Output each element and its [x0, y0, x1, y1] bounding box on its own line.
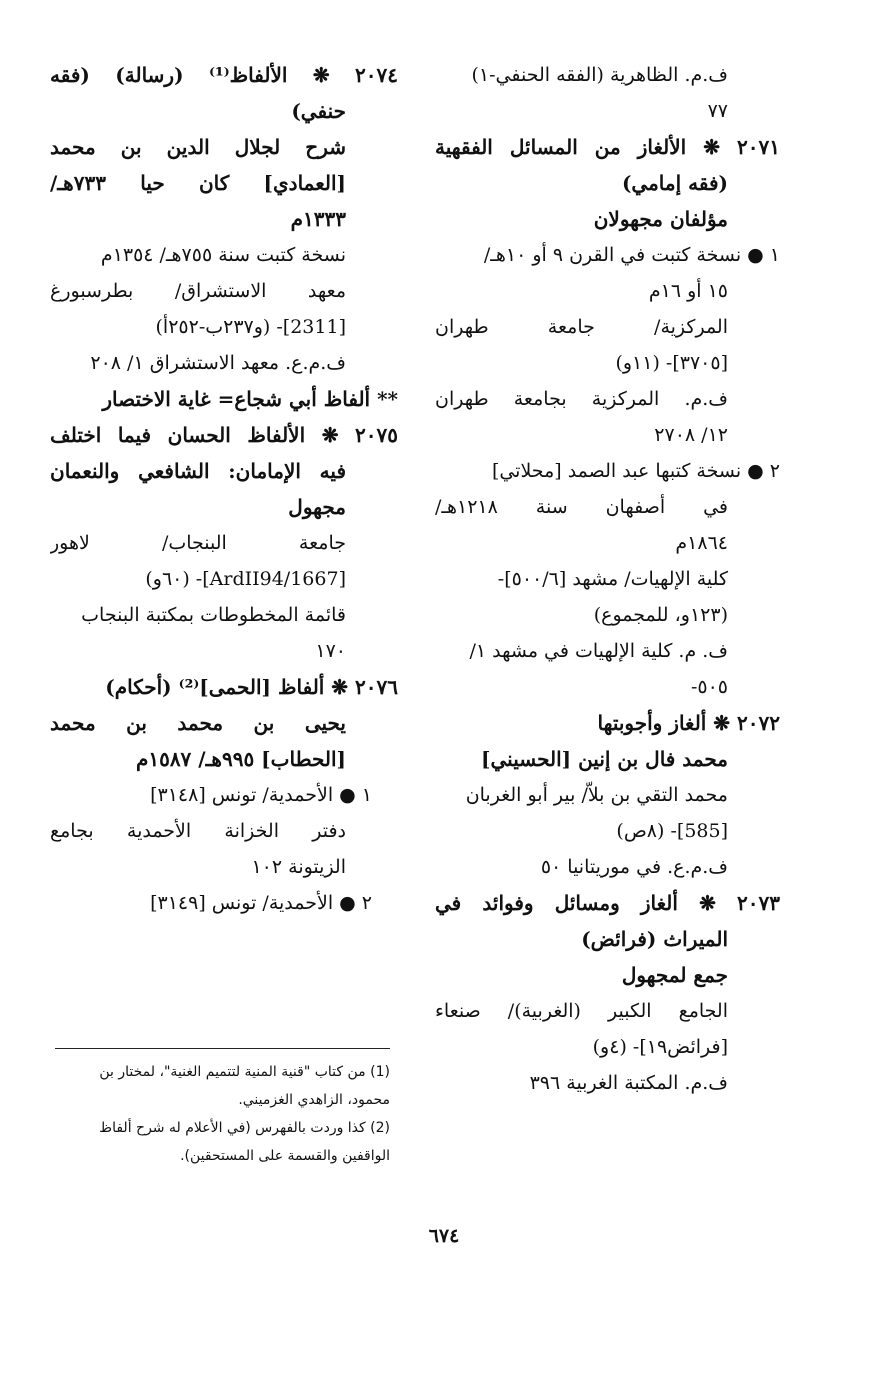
entry-line: كلية الإلهيات/ مشهد [٥٠٠/٦]- — [497, 568, 728, 590]
footnote-line: (1) من كتاب "قنية المنية لتتميم الغنية"، لمختار بن — [99, 1064, 390, 1080]
footnote-line: محمود، الزاهدي الغزميني. — [238, 1092, 390, 1108]
entry-line: [2311]- (و٢٣٧ب-٢٥٢أ) — [155, 316, 346, 338]
entry-line: الزيتونة ١٠٢ — [251, 856, 346, 878]
entry-line: المركزية/ جامعة طهران — [435, 316, 728, 338]
entry-line: ٢ ● الأحمدية/ تونس [٣١٤٩] — [150, 892, 372, 914]
entry-line: ٧٧ — [707, 100, 728, 122]
page-number: ٦٧٤ — [428, 1225, 460, 1247]
entry-line: يحيى بن محمد بن محمد — [50, 711, 346, 735]
entry-line: ١٨٦٤م — [675, 532, 728, 554]
entry-line: قائمة المخطوطات بمكتبة البنجاب — [81, 604, 346, 626]
entry-line: جامعة البنجاب/ لاهور — [50, 532, 346, 554]
entry-line: ف.م.ع. معهد الاستشراق ١/ ٢٠٨ — [90, 352, 346, 374]
entry-line: ٢ ● نسخة كتبها عبد الصمد [محلاتي] — [491, 460, 780, 482]
entry-line: دفتر الخزانة الأحمدية بجامع — [50, 820, 346, 842]
entry-line: ١٣٣٣م — [290, 207, 346, 231]
entry-line: ٢٠٧٢ ❋ ألغاز وأجوبتها — [597, 711, 780, 735]
entry-line: [ArdII94/1667]- (٦٠و) — [145, 568, 346, 590]
entry-line: (فقه إمامي) — [621, 171, 728, 195]
entry-line: (١٢٣و، للمجموع) — [593, 604, 728, 626]
entry-line: محمد فال بن إنين [الحسيني] — [481, 747, 728, 771]
entry-line: ف.م.ع. في موريتانيا ٥٠ — [540, 856, 728, 878]
entry-line: ف.م. الظاهرية (الفقه الحنفي-١) — [471, 64, 728, 86]
entry-line: ف.م. المكتبة الغربية ٣٩٦ — [529, 1072, 728, 1094]
entry-line: [٣٧٠٥]- (١١و) — [615, 352, 728, 374]
entry-line: ٢٠٧١ ❋ الألغاز من المسائل الفقهية — [435, 135, 780, 159]
entry-line: شرح لجلال الدين بن محمد — [50, 135, 346, 159]
entry-line: نسخة كتبت سنة ٧٥٥هـ/ ١٣٥٤م — [100, 244, 346, 266]
entry-line: [فرائض١٩]- (٤و) — [592, 1036, 728, 1058]
entry-line: ** ألفاظ أبي شجاع= غاية الاختصار — [102, 387, 398, 411]
entry-line: ٢٠٧٦ ❋ ألفاظ [الحمى]⁽²⁾ (أحكام) — [105, 675, 398, 699]
entry-line: الميراث (فرائض) — [581, 927, 728, 951]
entry-line: [الحطاب] ٩٩٥هـ/ ١٥٨٧م — [135, 747, 346, 771]
entry-line: جمع لمجهول — [621, 963, 728, 987]
entry-line: فيه الإمامان: الشافعي والنعمان — [50, 459, 346, 483]
right-column — [435, 58, 780, 1102]
entry-line: مؤلفان مجهولان — [593, 207, 728, 231]
entry-line: الجامع الكبير (الغربية)/ صنعاء — [435, 1000, 728, 1022]
entry-line: ٢٠٧٣ ❋ ألغاز ومسائل وفوائد في — [435, 891, 780, 915]
entry-line: [العمادي] كان حيا ٧٣٣هـ/ — [50, 171, 346, 195]
entry-line: ١ ● الأحمدية/ تونس [٣١٤٨] — [150, 784, 372, 806]
entry-line: [585]- (٨ص) — [616, 820, 728, 842]
entry-line: ١ ● نسخة كتبت في القرن ٩ أو ١٠هـ/ — [483, 244, 780, 266]
entry-line: ١٥ أو ١٦م — [648, 280, 728, 302]
entry-line: ف. م. كلية الإلهيات في مشهد ١/ — [469, 640, 728, 662]
entry-line: ف.م. المركزية بجامعة طهران — [435, 388, 728, 410]
entry-line: في أصفهان سنة ١٢١٨هـ/ — [435, 496, 728, 518]
entry-line: محمد التقي بن بلاّ/ بير أبو الغربان — [465, 784, 728, 806]
footnote-divider — [55, 1048, 390, 1049]
entry-line: ٢٠٧٤ ❋ الألفاظ⁽¹⁾ (رسالة) (فقه — [50, 63, 398, 87]
entry-line: مجهول — [288, 495, 346, 519]
entry-line: حنفي) — [291, 99, 346, 123]
entry-line: ١٧٠ — [315, 640, 346, 662]
footnote-line: الواقفين والقسمة على المستحقين). — [180, 1148, 390, 1164]
entry-line: ٢٠٧٥ ❋ الألفاظ الحسان فيما اختلف — [50, 423, 398, 447]
left-column — [50, 58, 398, 922]
entry-line: معهد الاستشراق/ بطرسبورغ — [50, 280, 346, 302]
entry-line: ٥٠٥- — [690, 676, 728, 698]
footnote-line: (2) كذا وردت بالفهرس (في الأعلام له شرح ألفاظ — [99, 1120, 390, 1136]
footnotes — [50, 1058, 390, 1170]
entry-line: ١٢/ ٢٧٠٨ — [654, 424, 728, 446]
